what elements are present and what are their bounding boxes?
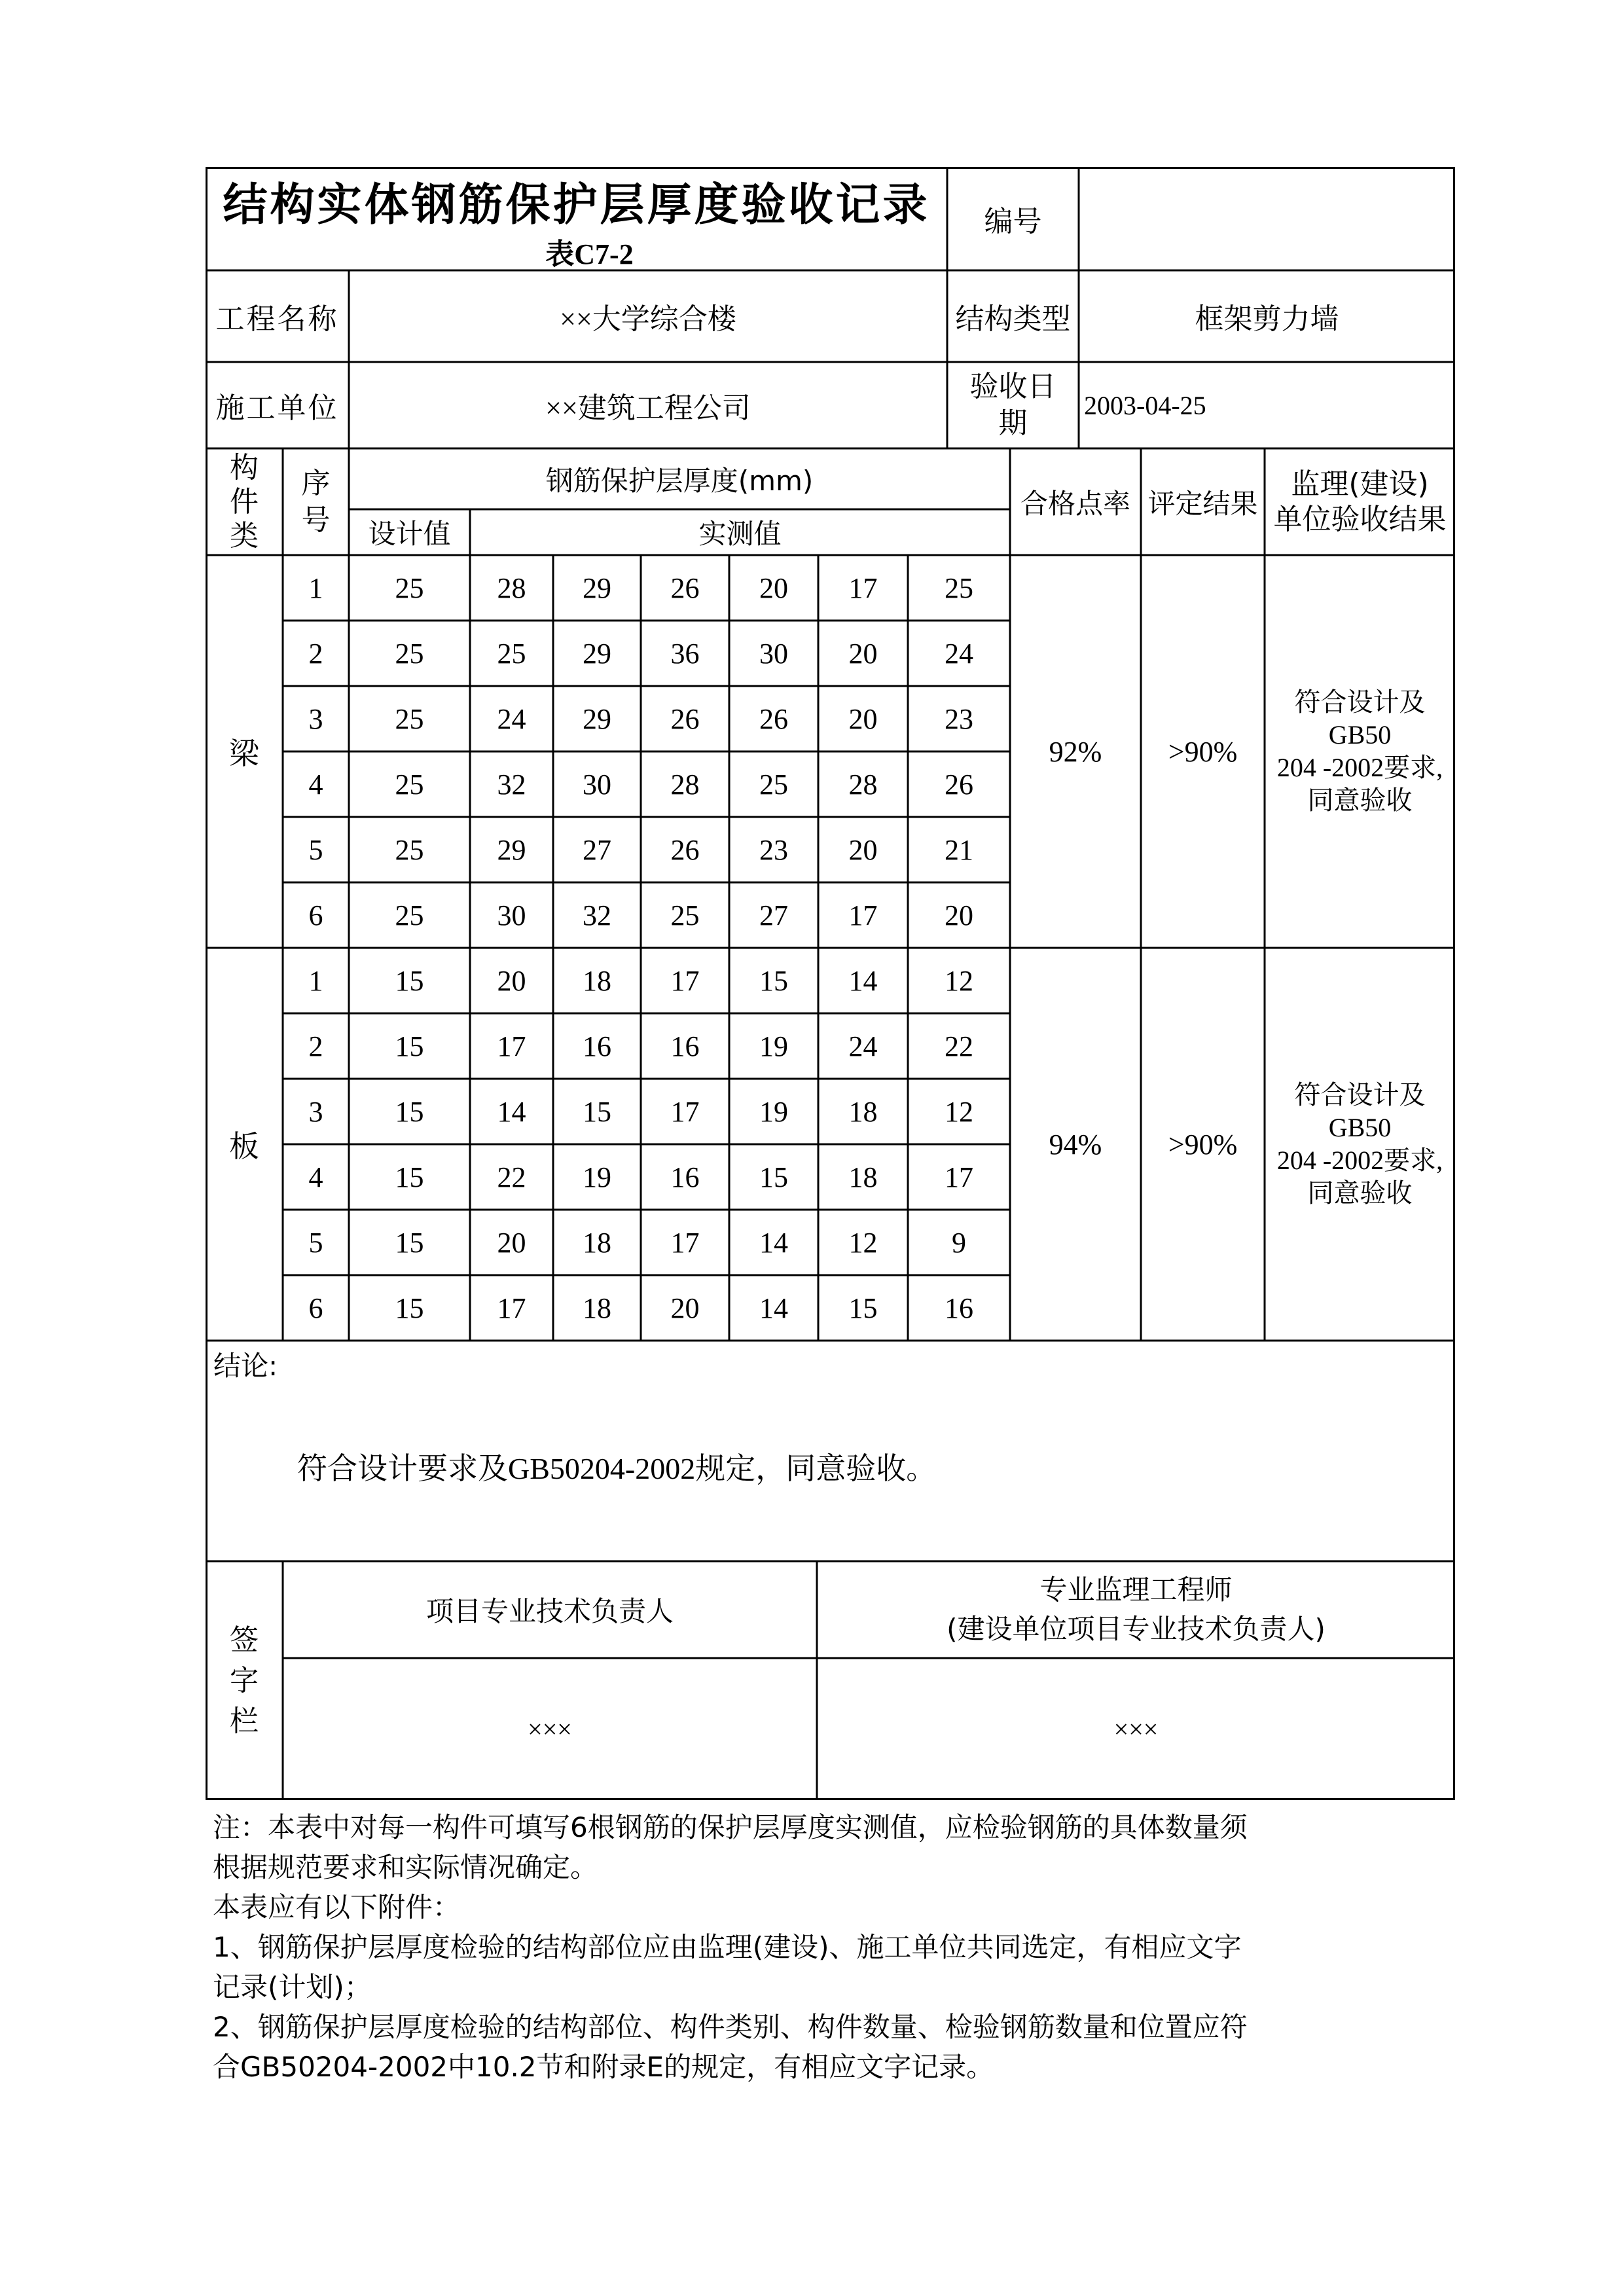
supervision-result-2-line-1: 符合设计及 xyxy=(1294,1080,1426,1110)
member-type-1: 梁 xyxy=(229,736,259,771)
seq-number: 6 xyxy=(308,1292,323,1324)
acceptance-date-value: 2003-04-25 xyxy=(1084,390,1206,420)
supervision-result-2-line-2: GB50 xyxy=(1328,1113,1392,1142)
header-seq-line-2: 号 xyxy=(301,503,331,537)
serial-label: 编号 xyxy=(984,205,1042,238)
design-value: 15 xyxy=(395,1030,424,1062)
pass-rate-1: 92% xyxy=(1049,735,1102,768)
acceptance-date-label xyxy=(947,362,1079,448)
measured-value: 17 xyxy=(670,1226,700,1259)
measured-value: 20 xyxy=(848,702,878,735)
measured-value: 23 xyxy=(759,833,788,866)
evaluation-result-1: >90% xyxy=(1168,735,1238,768)
measured-value: 19 xyxy=(759,1030,788,1062)
header-pass-rate: 合格点率 xyxy=(1020,487,1130,520)
design-value: 25 xyxy=(395,637,424,670)
measured-value: 15 xyxy=(759,1161,788,1193)
project-name-label: 工程名称 xyxy=(215,302,339,336)
acceptance-date-label-line-1: 验收日 xyxy=(969,370,1056,403)
signature-label xyxy=(206,1561,283,1800)
measured-value: 24 xyxy=(848,1030,878,1062)
header-seq xyxy=(283,448,349,555)
measured-value: 29 xyxy=(583,637,611,670)
header-supervision-line-1: 监理(建设) xyxy=(1291,467,1429,501)
measured-value: 24 xyxy=(497,702,526,735)
form-title: 结构实体钢筋保护层厚度验收记录 xyxy=(223,179,930,231)
signature-col2-header-line-1: 专业监理工程师 xyxy=(1039,1574,1233,1606)
design-value: 15 xyxy=(395,1226,424,1259)
footnote-line: 根据规范要求和实际情况确定。 xyxy=(213,1851,598,1883)
measured-value: 24 xyxy=(945,637,973,670)
signature-label-line-1: 签 xyxy=(230,1623,259,1657)
signature-col2-header-line-2: (建设单位项目专业技术负责人) xyxy=(947,1613,1326,1645)
seq-number: 2 xyxy=(308,1030,323,1062)
acceptance-date-label-line-2: 期 xyxy=(998,407,1028,440)
design-value: 25 xyxy=(395,571,424,604)
measured-value: 23 xyxy=(945,702,973,735)
measured-value: 12 xyxy=(945,964,973,997)
measured-value: 16 xyxy=(583,1030,611,1062)
measured-value: 17 xyxy=(497,1292,526,1324)
measured-value: 18 xyxy=(848,1095,878,1128)
measured-value: 19 xyxy=(583,1161,611,1193)
measured-value: 18 xyxy=(848,1161,878,1193)
form-code: 表C7-2 xyxy=(545,238,634,270)
design-value: 15 xyxy=(395,1292,424,1324)
signature-col1-value: ××× xyxy=(528,1714,572,1744)
measured-value: 27 xyxy=(583,833,611,866)
design-value: 15 xyxy=(395,1161,424,1193)
measured-value: 16 xyxy=(670,1161,700,1193)
header-supervision-line-2: 单位验收结果 xyxy=(1273,502,1447,536)
seq-number: 4 xyxy=(308,1161,323,1193)
structure-type-value: 框架剪力墙 xyxy=(1195,303,1339,335)
supervision-result-1-line-2: GB50 xyxy=(1328,720,1392,750)
measured-value: 14 xyxy=(759,1292,788,1324)
measured-value: 28 xyxy=(497,571,526,604)
measured-value: 14 xyxy=(497,1095,526,1128)
footnote-line: 本表应有以下附件： xyxy=(213,1891,461,1923)
measured-value: 17 xyxy=(848,899,878,931)
seq-number: 6 xyxy=(308,899,323,931)
signature-col1-header: 项目专业技术负责人 xyxy=(425,1595,674,1627)
measured-value: 20 xyxy=(497,1226,526,1259)
signature-col2-header xyxy=(817,1561,1455,1658)
measured-value: 15 xyxy=(848,1292,878,1324)
signature-label-line-3: 栏 xyxy=(230,1704,259,1738)
header-design-value: 设计值 xyxy=(368,518,451,550)
measured-value: 26 xyxy=(670,833,700,866)
design-value: 15 xyxy=(395,1095,424,1128)
measured-value: 22 xyxy=(497,1161,526,1193)
measured-value: 30 xyxy=(759,637,788,670)
serial-value xyxy=(1079,167,1455,270)
conclusion-text: 符合设计要求及GB50204-2002规定，同意验收。 xyxy=(297,1452,937,1485)
measured-value: 17 xyxy=(670,1095,700,1128)
contractor-value: ××建筑工程公司 xyxy=(545,392,751,424)
supervision-result-2 xyxy=(1265,948,1455,1341)
measured-value: 14 xyxy=(848,964,878,997)
seq-number: 5 xyxy=(308,833,323,866)
measured-value: 18 xyxy=(583,1292,611,1324)
measured-value: 19 xyxy=(759,1095,788,1128)
measured-value: 32 xyxy=(583,899,611,931)
design-value: 25 xyxy=(395,768,424,801)
footnote-line: 注：本表中对每一构件可填写6根钢筋的保护层厚度实测值，应检验钢筋的具体数量须 xyxy=(213,1811,1248,1843)
header-member-type-line-1: 构 xyxy=(230,450,259,484)
measured-value: 26 xyxy=(945,768,973,801)
supervision-result-1-line-3: 204 -2002要求, xyxy=(1276,753,1443,782)
supervision-result-1-line-1: 符合设计及 xyxy=(1294,687,1426,717)
measured-value: 32 xyxy=(497,768,526,801)
pass-rate-2: 94% xyxy=(1049,1128,1102,1161)
measured-value: 21 xyxy=(945,833,973,866)
measured-value: 20 xyxy=(945,899,973,931)
measured-value: 25 xyxy=(670,899,700,931)
measured-value: 16 xyxy=(945,1292,973,1324)
measured-value: 16 xyxy=(670,1030,700,1062)
measured-value: 20 xyxy=(497,964,526,997)
measured-value: 20 xyxy=(848,833,878,866)
measured-value: 15 xyxy=(759,964,788,997)
seq-number: 2 xyxy=(308,637,323,670)
supervision-result-1 xyxy=(1265,555,1455,948)
measured-value: 18 xyxy=(583,964,611,997)
design-value: 25 xyxy=(395,833,424,866)
measured-value: 17 xyxy=(945,1161,973,1193)
measured-value: 30 xyxy=(497,899,526,931)
seq-number: 3 xyxy=(308,702,323,735)
measured-value: 17 xyxy=(670,964,700,997)
measured-value: 28 xyxy=(848,768,878,801)
measured-value: 28 xyxy=(670,768,700,801)
seq-number: 4 xyxy=(308,768,323,801)
measured-value: 29 xyxy=(583,702,611,735)
design-value: 15 xyxy=(395,964,424,997)
footnote-line: 合GB50204-2002中10.2节和附录E的规定，有相应文字记录。 xyxy=(213,2051,994,2083)
acceptance-record-form xyxy=(206,167,1455,1800)
measured-value: 25 xyxy=(945,571,973,604)
header-supervision xyxy=(1265,448,1455,555)
header-measured-value: 实测值 xyxy=(698,518,782,550)
project-name-value: ××大学综合楼 xyxy=(560,303,736,335)
design-value: 25 xyxy=(395,702,424,735)
header-evaluation: 评定结果 xyxy=(1147,487,1258,520)
measured-value: 12 xyxy=(945,1095,973,1128)
measured-value: 20 xyxy=(670,1292,700,1324)
footnote-line: 2、钢筋保护层厚度检验的结构部位、构件类别、构件数量、检验钢筋数量和位置应符 xyxy=(213,2011,1248,2043)
seq-number: 1 xyxy=(308,571,323,604)
header-member-type-line-3: 类 xyxy=(230,518,259,552)
footnote-line: 记录(计划)； xyxy=(213,1971,372,2003)
measured-value: 17 xyxy=(497,1030,526,1062)
seq-number: 3 xyxy=(308,1095,323,1128)
signature-label-line-2: 字 xyxy=(230,1663,259,1697)
measured-value: 12 xyxy=(848,1226,878,1259)
design-value: 25 xyxy=(395,899,424,931)
supervision-result-1-line-4: 同意验收 xyxy=(1307,786,1413,815)
supervision-result-2-line-4: 同意验收 xyxy=(1307,1178,1413,1208)
measured-value: 22 xyxy=(945,1030,973,1062)
measured-value: 20 xyxy=(759,571,788,604)
measured-value: 25 xyxy=(759,768,788,801)
header-seq-line-1: 序 xyxy=(301,466,331,500)
measured-value: 20 xyxy=(848,637,878,670)
measured-value: 26 xyxy=(670,571,700,604)
evaluation-result-2: >90% xyxy=(1168,1128,1238,1161)
measured-value: 17 xyxy=(848,571,878,604)
seq-number: 1 xyxy=(308,964,323,997)
member-type-2: 板 xyxy=(229,1129,259,1164)
measured-value: 26 xyxy=(759,702,788,735)
header-member-type xyxy=(206,448,283,555)
measured-value: 9 xyxy=(952,1226,966,1259)
measured-value: 27 xyxy=(759,899,788,931)
contractor-label: 施工单位 xyxy=(215,391,339,425)
measured-value: 25 xyxy=(497,637,526,670)
measured-value: 18 xyxy=(583,1226,611,1259)
structure-type-label: 结构类型 xyxy=(955,302,1071,336)
supervision-result-2-line-3: 204 -2002要求, xyxy=(1276,1146,1443,1175)
measured-value: 29 xyxy=(583,571,611,604)
signature-col2-value: ××× xyxy=(1113,1714,1159,1744)
header-member-type-line-2: 件 xyxy=(230,484,259,518)
measured-value: 26 xyxy=(670,702,700,735)
measured-value: 30 xyxy=(583,768,611,801)
seq-number: 5 xyxy=(308,1226,323,1259)
measured-value: 29 xyxy=(497,833,526,866)
measured-value: 36 xyxy=(670,637,700,670)
header-cover-thickness: 钢筋保护层厚度(mm) xyxy=(545,464,814,497)
footnote-line: 1、钢筋保护层厚度检验的结构部位应由监理(建设)、施工单位共同选定，有相应文字 xyxy=(213,1931,1242,1963)
measured-value: 15 xyxy=(583,1095,611,1128)
measured-value: 14 xyxy=(759,1226,788,1259)
conclusion-label: 结论: xyxy=(213,1350,278,1382)
